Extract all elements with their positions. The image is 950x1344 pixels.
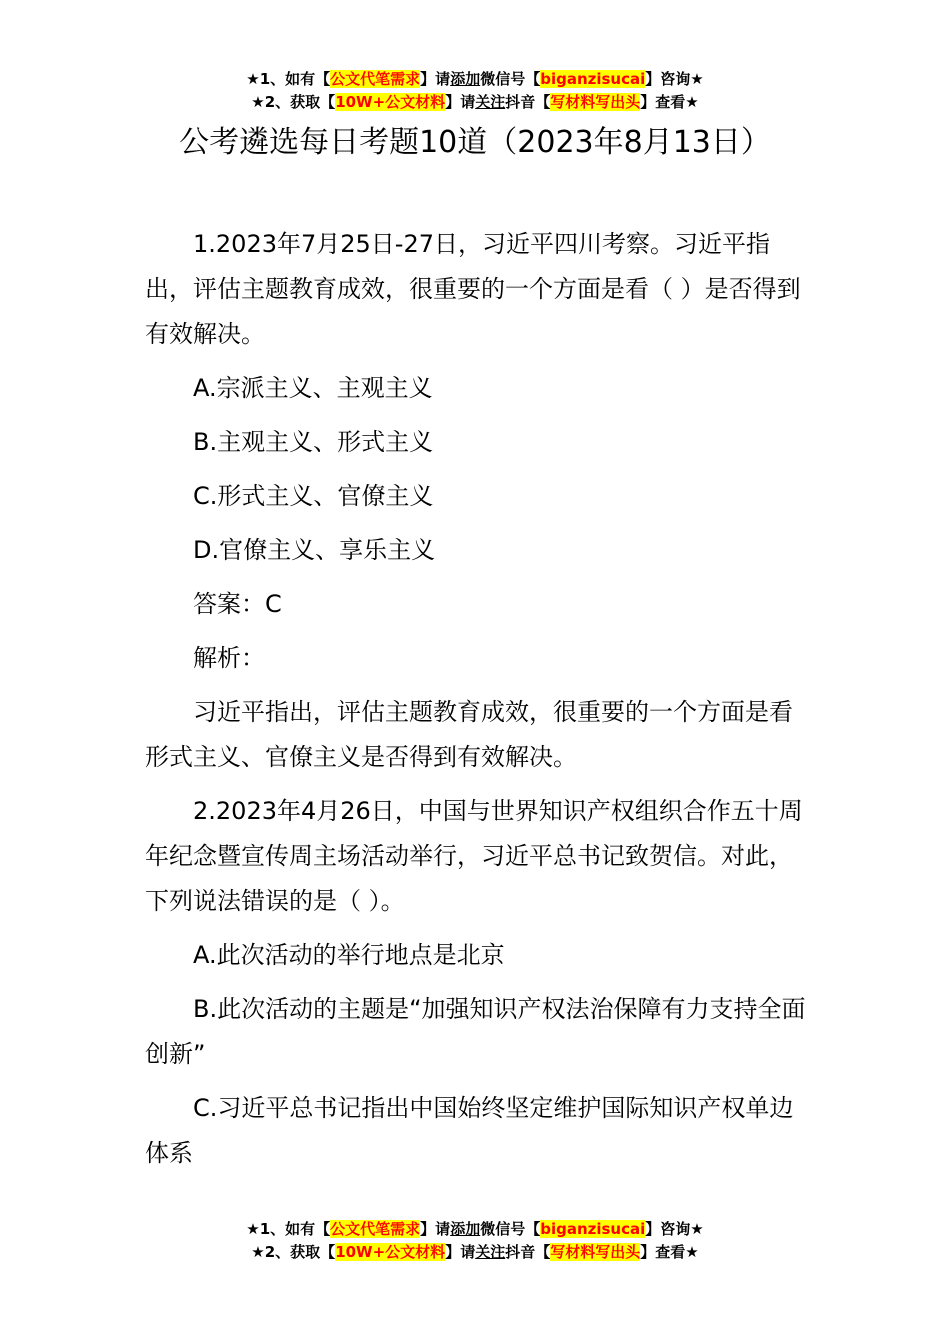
document-body: [145, 222, 807, 1185]
banner-highlight: 写材料写出头: [550, 93, 641, 111]
banner-text: 】请: [445, 1243, 476, 1261]
banner-highlight: 10W+公文材料: [335, 93, 446, 111]
paragraph: 习近平指出，评估主题教育成效，很重要的一个方面是看形式主义、官僚主义是否得到有效解决。: [145, 698, 793, 771]
banner-text: ★2、获取【: [251, 1243, 336, 1261]
banner-underline: 添加: [450, 70, 481, 88]
paragraph: B.主观主义、形式主义: [193, 428, 434, 456]
banner-highlight: biganzisucai: [540, 70, 646, 88]
document-title: 公考遴选每日考题10道（2023年8月13日）: [179, 125, 771, 160]
banner-text: 】请: [445, 93, 476, 111]
banner-text: 】请: [420, 70, 451, 88]
banner-text: 】查看★: [640, 93, 699, 111]
banner-highlight: 写材料写出头: [550, 1243, 641, 1261]
paragraph: 答案：C: [193, 590, 282, 618]
banner-text: ★1、如有【: [246, 70, 331, 88]
banner-text: 】请: [420, 1220, 451, 1238]
banner-text: 】咨询★: [645, 70, 704, 88]
banner-text: 】咨询★: [645, 1220, 704, 1238]
banner-text: 抖音【: [505, 1243, 551, 1261]
banner-underline: 关注: [475, 1243, 506, 1261]
banner-line-1: [0, 68, 950, 91]
banner-highlight: 10W+公文材料: [335, 1243, 446, 1261]
header-banner: [0, 68, 950, 114]
banner-text: 微信号【: [480, 1220, 541, 1238]
banner-text: 微信号【: [480, 70, 541, 88]
paragraph: D.官僚主义、享乐主义: [193, 536, 436, 564]
banner-text: 】查看★: [640, 1243, 699, 1261]
paragraph: 解析：: [193, 644, 265, 672]
paragraph: C.形式主义、官僚主义: [193, 482, 434, 510]
footer-banner: [0, 1218, 950, 1264]
banner-underline: 关注: [475, 93, 506, 111]
banner-text: ★2、获取【: [251, 93, 336, 111]
paragraph: A.此次活动的举行地点是北京: [193, 941, 505, 969]
paragraph: A.宗派主义、主观主义: [193, 374, 433, 402]
banner-line-2: [0, 1241, 950, 1264]
paragraph: C.习近平总书记指出中国始终坚定维护国际知识产权单边体系: [145, 1094, 794, 1167]
banner-line-1: [0, 1218, 950, 1241]
paragraph: 1.2023年7月25日-27日，习近平四川考察。习近平指出，评估主题教育成效，很重要的一个方面是看（ ）是否得到有效解决。: [145, 230, 801, 348]
banner-highlight: 公文代笔需求: [330, 1220, 421, 1238]
banner-line-2: [0, 91, 950, 114]
paragraph: B.此次活动的主题是“加强知识产权法治保障有力支持全面创新”: [145, 995, 806, 1068]
banner-text: 抖音【: [505, 93, 551, 111]
banner-text: ★1、如有【: [246, 1220, 331, 1238]
paragraph: 2.2023年4月26日，中国与世界知识产权组织合作五十周年纪念暨宣传周主场活动举行，习近平总书记致贺信。对此，下列说法错误的是（ ）。: [145, 797, 803, 915]
banner-highlight: 公文代笔需求: [330, 70, 421, 88]
banner-underline: 添加: [450, 1220, 481, 1238]
banner-highlight: biganzisucai: [540, 1220, 646, 1238]
